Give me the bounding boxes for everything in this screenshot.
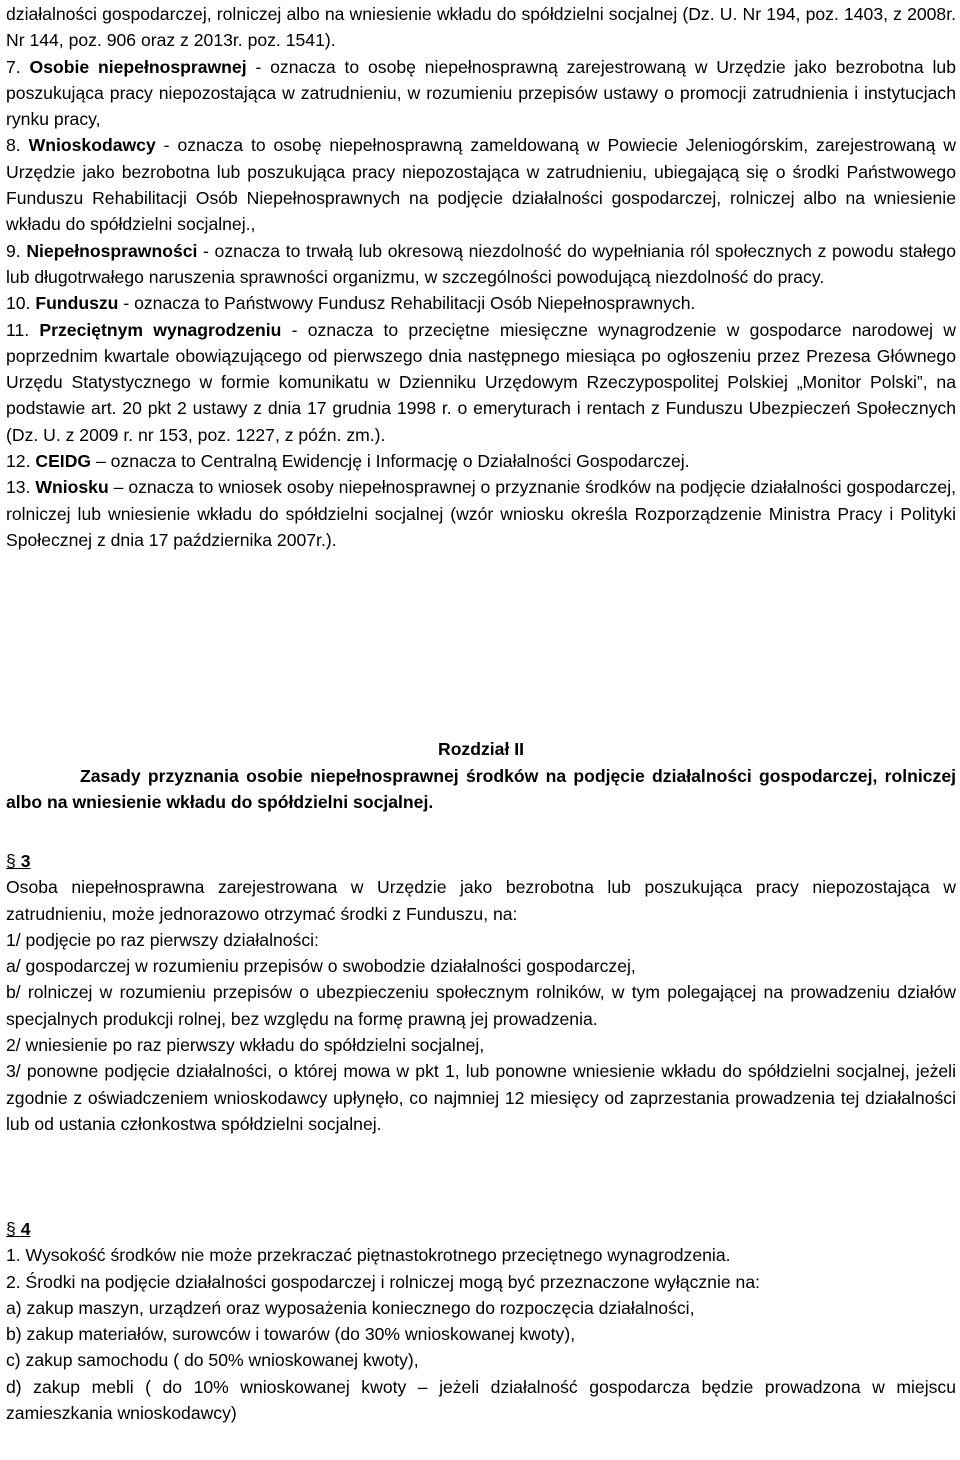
section-4	[6, 1216, 956, 1426]
definition-term: Wniosku	[35, 477, 109, 498]
definition-number: 11.	[6, 319, 30, 340]
definition-text: - oznacza to przeciętne miesięczne wynagrodzenie w gospodarce narodowej w poprzednim kwartale obowiązującego od pierwszego dnia następnego miesiąca po ogłoszeniu przez Prezesa Głównego Urzędu Statystycznego w formie komunikatu w Dzienniku Urzędowym Rzeczypospolitej Polskiej „Monitor Polski”, na podstawie art. 20 pkt 2 ustawy z dnia 17 grudnia 1998 r. o emeryturach i rentach z Funduszu Ubezpieczeń Społecznych (Dz. U. z 2009 r. nr 153, poz. 1227, z późn. zm.).	[6, 319, 956, 445]
definition-term: Przeciętnym wynagrodzeniu	[39, 319, 282, 340]
paragraph-sign-icon: §	[6, 1219, 16, 1239]
definition-term: Wnioskodawcy	[28, 135, 156, 156]
definition-text: - oznacza to Państwowy Fundusz Rehabilitacji Osób Niepełnosprawnych.	[118, 293, 696, 314]
section-paragraph: c) zakup samochodu ( do 50% wnioskowanej kwoty),	[6, 1350, 419, 1371]
definition-text: - oznacza to osobę niepełnosprawną zameldowaną w Powiecie Jeleniogórskim, zarejestrowaną w Urzędzie jako bezrobotna lub poszukująca pracy niepozostająca w zatrudnieniu, ubiegającą się o środki Państwowego Funduszu Rehabilitacji Osób Niepełnosprawnych na podjęcie działalności gospodarczej, rolniczej albo na wniesienie wkładu do spółdzielni socjalnej.,	[6, 135, 957, 235]
section-paragraph: 3/ ponowne podjęcie działalności, o której mowa w pkt 1, lub ponowne wniesienie wkładu do spółdzielni socjalnej, jeżeli zgodnie z oświadczeniem wnioskodawcy upłynęło, co najmniej 12 miesięcy od zaprzestania prowadzenia tej działalności lub od ustania członkostwa spółdzielni socjalnej.	[6, 1061, 956, 1134]
definition-term: Niepełnosprawności	[26, 240, 198, 261]
definitions-intro: działalności gospodarczej, rolniczej albo na wniesienie wkładu do spółdzielni socjalnej (Dz. U. Nr 194, poz. 1403, z 2008r. Nr 144, poz. 906 oraz z 2013r. poz. 1541).	[6, 4, 956, 51]
section-paragraph: d) zakup mebli ( do 10% wnioskowanej kwoty – jeżeli działalność gospodarcza będzie prowadzona w miejscu zamieszkania wnioskodawcy)	[6, 1376, 956, 1424]
definition-term: Funduszu	[35, 293, 119, 314]
section-paragraph: Osoba niepełnosprawna zarejestrowana w Urzędzie jako bezrobotna lub poszukująca pracy niepozostająca w zatrudnieniu, może jednorazowo otrzymać środki z Funduszu, na:	[6, 877, 956, 924]
definition-item	[6, 54, 956, 133]
chapter-label: Rozdział II	[437, 739, 525, 759]
section-number: 4	[20, 1219, 31, 1239]
paragraph-sign-icon: §	[6, 851, 16, 871]
definition-term: Osobie niepełnosprawnej	[29, 56, 247, 77]
definition-number: 7.	[6, 56, 21, 77]
definition-item	[6, 448, 956, 474]
section-paragraph: 1. Wysokość środków nie może przekraczać piętnastokrotnego przeciętnego wynagrodzenia.	[6, 1245, 731, 1266]
definition-item	[6, 474, 956, 553]
section-3	[6, 848, 956, 1137]
definition-text: - oznacza to trwałą lub okresową niezdolność do wypełniania ról społecznych z powodu stałego lub długotrwałego naruszenia sprawności organizmu, w szczególności powodującą niezdolność do pracy.	[6, 240, 957, 287]
section-number: 3	[20, 851, 31, 871]
section-paragraph: b) zakup materiałów, surowców i towarów (do 30% wnioskowanej kwoty),	[6, 1324, 576, 1345]
definition-text: – oznacza to Centralną Ewidencję i Informację o Działalności Gospodarczej.	[91, 451, 690, 472]
definition-number: 8.	[6, 135, 21, 156]
definition-item	[6, 238, 956, 291]
definition-number: 10.	[6, 293, 31, 314]
section-paragraph: a/ gospodarczej w rozumieniu przepisów o swobodzie działalności gospodarczej,	[6, 956, 636, 977]
definition-item	[6, 132, 956, 237]
section-heading	[6, 1216, 956, 1242]
definition-item	[6, 317, 956, 448]
definition-number: 12.	[6, 451, 31, 472]
definition-number: 13.	[6, 477, 31, 498]
definition-item	[6, 290, 956, 316]
definition-term: CEIDG	[35, 451, 92, 472]
definition-text: - oznacza to osobę niepełnosprawną zarejestrowaną w Urzędzie jako bezrobotna lub poszukująca pracy niepozostająca w zatrudnieniu, w rozumieniu przepisów ustawy o promocji zatrudnienia i instytucjach rynku pracy,	[6, 56, 956, 130]
section-paragraph: 2/ wniesienie po raz pierwszy wkładu do spółdzielni socjalnej,	[6, 1035, 485, 1056]
definition-number: 9.	[6, 240, 21, 261]
section-paragraph: 2. Środki na podjęcie działalności gospodarczej i rolniczej mogą być przeznaczone wyłącznie na:	[6, 1271, 761, 1292]
section-paragraph: a) zakup maszyn, urządzeń oraz wyposażenia koniecznego do rozpoczęcia działalności,	[6, 1297, 695, 1318]
section-paragraph: 1/ podjęcie po raz pierwszy działalności:	[6, 929, 319, 950]
section-paragraph: b/ rolniczej w rozumieniu przepisów o ubezpieczeniu społecznym rolników, w tym polegającej na prowadzeniu działów specjalnych produkcji rolnej, bez względu na formę prawną jej prowadzenia.	[6, 982, 956, 1029]
definition-text: – oznacza to wniosek osoby niepełnosprawnej o przyznanie środków na podjęcie działalności gospodarczej, rolniczej lub wniesienie wkładu do spółdzielni socjalnej (wzór wniosku określa Rozporządzenie Ministra Pracy i Polityki Społecznej z dnia 17 października 2007r.).	[6, 477, 956, 550]
section-heading	[6, 848, 956, 874]
chapter-heading	[6, 736, 956, 816]
definitions-list	[6, 1, 956, 553]
chapter-title: Zasady przyznania osobie niepełnosprawnej środków na podjęcie działalności gospodarczej, rolniczej albo na wniesienie wkładu do spółdzielni socjalnej.	[6, 765, 956, 812]
